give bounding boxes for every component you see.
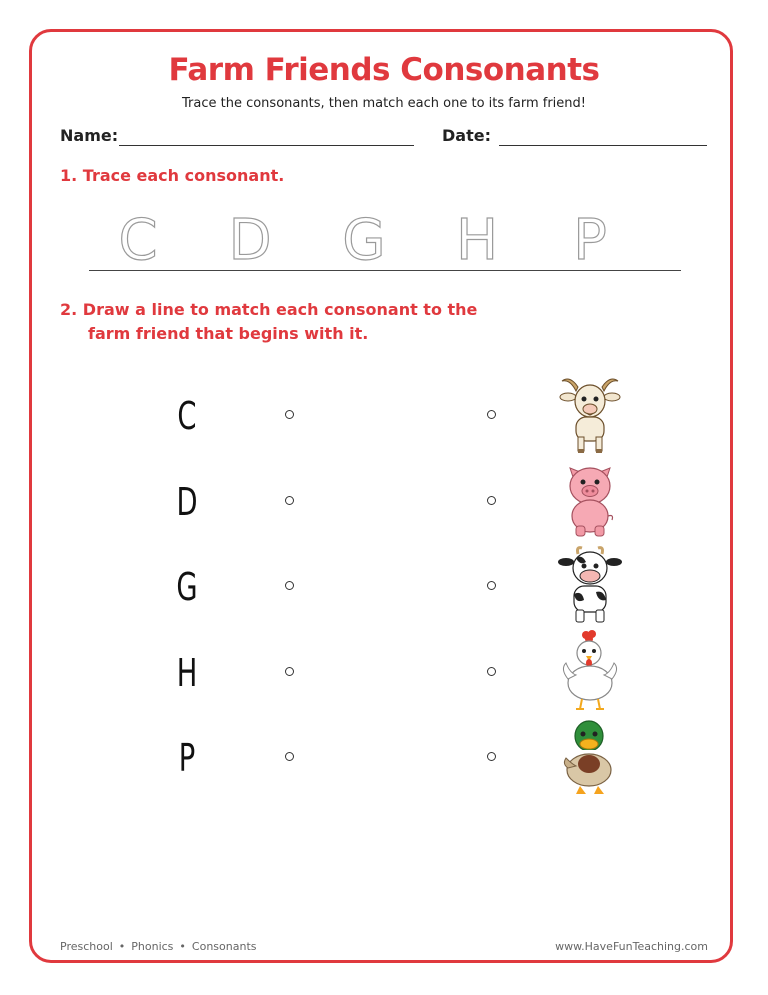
match-dot-animal-pig[interactable] — [487, 496, 496, 505]
section-1-heading: 1. Trace each consonant. — [60, 166, 285, 185]
match-dot-animal-duck[interactable] — [487, 752, 496, 761]
name-label: Name: — [60, 126, 119, 145]
match-letter-g: G — [176, 565, 198, 609]
footer-tag: Consonants — [191, 940, 257, 953]
duck-icon — [556, 714, 624, 796]
trace-letter-p[interactable]: P — [573, 208, 607, 273]
trace-letter-d[interactable]: D — [228, 208, 272, 273]
match-letter-p: P — [178, 736, 196, 780]
match-letter-h: H — [176, 651, 198, 695]
match-dot-letter-g[interactable] — [285, 581, 294, 590]
section-2-heading — [60, 298, 477, 346]
footer-website[interactable]: www.HaveFunTeaching.com — [555, 940, 708, 953]
match-dot-letter-h[interactable] — [285, 667, 294, 676]
chicken-icon — [556, 629, 624, 711]
match-dot-animal-goat[interactable] — [487, 410, 496, 419]
pig-icon — [556, 458, 624, 540]
match-dot-letter-c[interactable] — [285, 410, 294, 419]
cow-icon — [556, 544, 624, 626]
bullet-icon: • — [179, 940, 186, 953]
footer-tag: Preschool — [60, 940, 113, 953]
worksheet-subtitle: Trace the consonants, then match each one to its farm friend! — [182, 96, 586, 111]
goat-icon — [556, 373, 624, 455]
match-letter-c: C — [177, 394, 197, 438]
trace-letter-g[interactable]: G — [342, 208, 386, 273]
footer-tags — [60, 940, 257, 953]
match-dot-letter-p[interactable] — [285, 752, 294, 761]
match-dot-letter-d[interactable] — [285, 496, 294, 505]
match-dot-animal-chicken[interactable] — [487, 667, 496, 676]
date-label: Date: — [442, 126, 491, 145]
footer-tag: Phonics — [131, 940, 174, 953]
trace-baseline — [89, 270, 681, 271]
worksheet-title: Farm Friends Consonants — [168, 52, 600, 88]
match-letter-d: D — [176, 480, 198, 524]
name-field[interactable] — [119, 145, 414, 146]
section-2-heading-line1: 2. Draw a line to match each consonant to the — [60, 300, 478, 319]
bullet-icon: • — [118, 940, 126, 953]
match-dot-animal-cow[interactable] — [487, 581, 496, 590]
date-field[interactable] — [499, 145, 707, 146]
section-2-heading-line2: farm friend that begins with it. — [88, 324, 369, 343]
trace-letter-c[interactable]: C — [118, 208, 158, 273]
trace-letter-h[interactable]: H — [455, 208, 499, 273]
